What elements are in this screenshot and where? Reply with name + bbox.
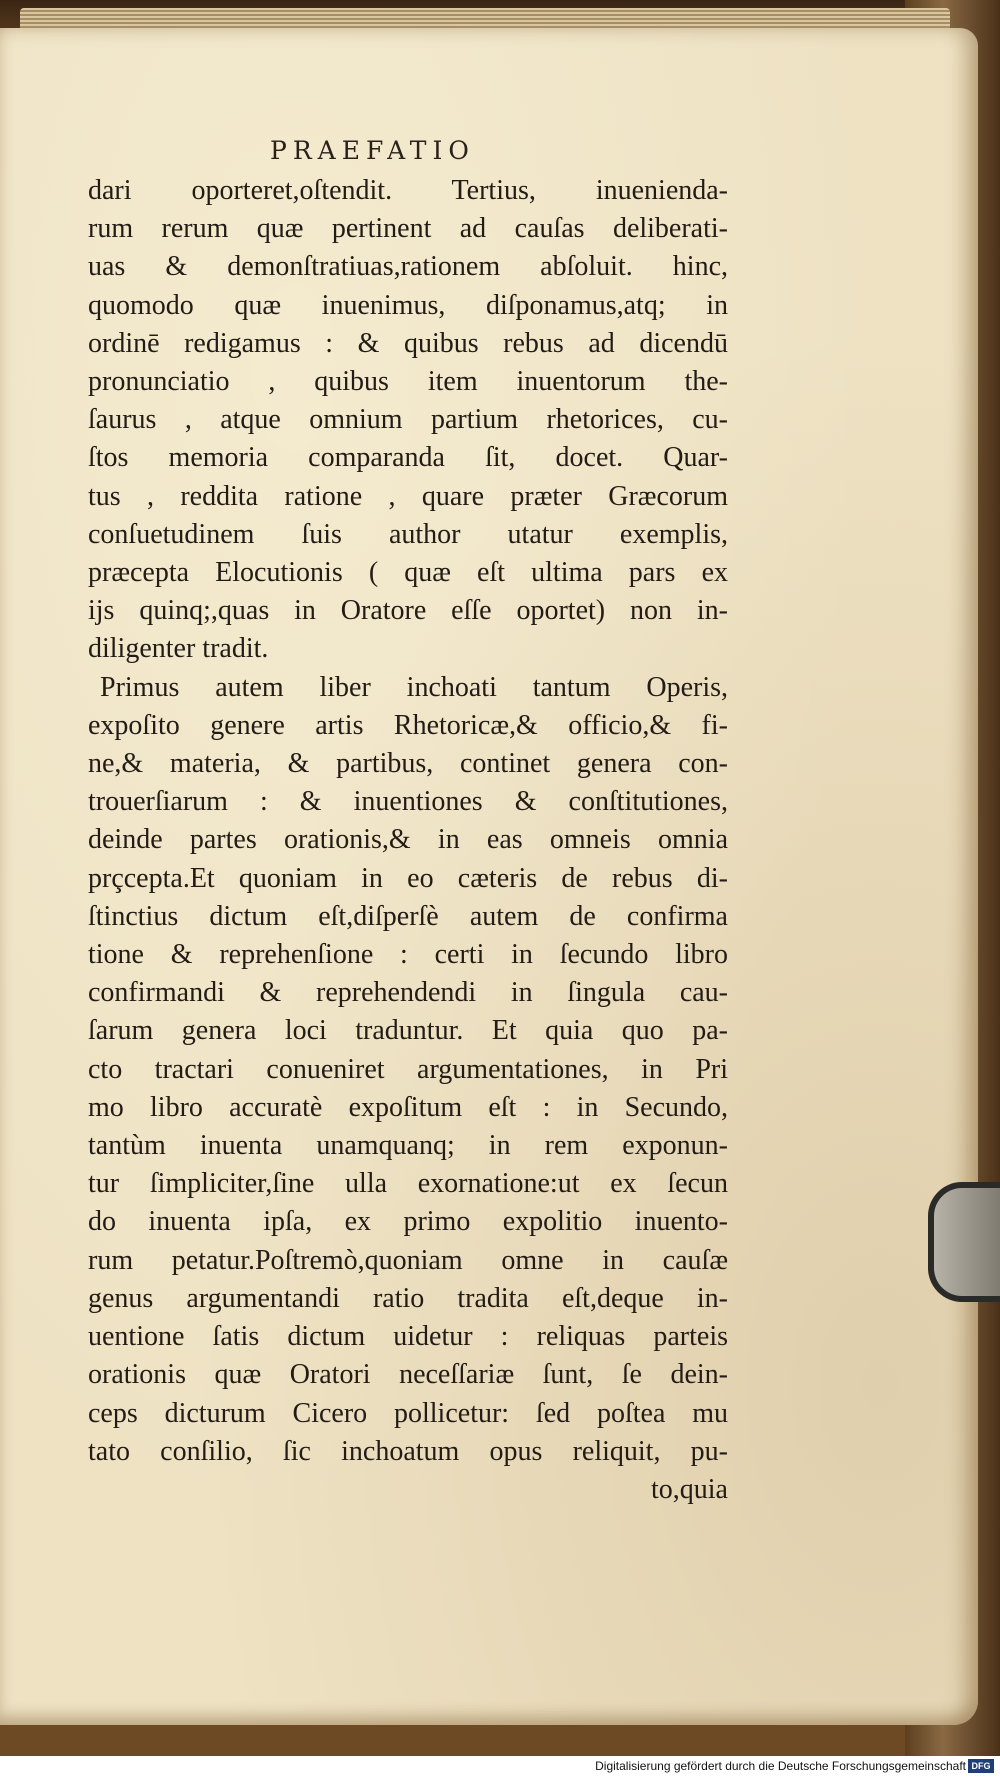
text-line: rum petatur.Poſtremò,quoniam omne in cauſæ — [88, 1244, 728, 1276]
text-line: rum rerum quæ pertinent ad cauſas deliberati- — [88, 213, 728, 245]
text-line: prçcepta.Et quoniam in eo cæteris de rebus di- — [88, 862, 728, 894]
text-line: ordinē redigamus : & quibus rebus ad dicendū — [88, 327, 728, 359]
dfg-logo: DFG — [968, 1759, 994, 1773]
text-line: dari oporteret,oſtendit. Tertius, inuenienda- — [88, 175, 728, 206]
running-head: PRAEFATIO — [270, 136, 475, 165]
text-line: tus , reddita ratione , quare præter Græcorum — [88, 480, 728, 512]
text-line: conſuetudinem ſuis author utatur exemplis, — [88, 518, 728, 550]
text-line: ſaurus , atque omnium partium rhetorices, cu- — [88, 404, 728, 436]
page-clip — [928, 1182, 1000, 1302]
catchword: to,quia — [651, 1473, 728, 1505]
text-line: orationis quæ Oratori neceſſariæ ſunt, ſe dein- — [88, 1359, 728, 1391]
text-line: ceps dicturum Cicero pollicetur: ſed poſtea mu — [88, 1397, 728, 1429]
text-line: tato conſilio, ſic inchoatum opus reliquit, pu- — [88, 1435, 728, 1467]
text-line: tantùm inuenta unamquanq; in rem exponun- — [88, 1130, 728, 1162]
text-line: deinde partes orationis,& in eas omneis omnia — [88, 824, 728, 856]
text-line: tione & reprehenſione : certi in ſecundo libro — [88, 939, 728, 971]
paragraph-start-line: Primus autem liber inchoati tantum Operis, — [100, 671, 728, 703]
text-line: mo libro accuratè expoſitum eſt : in Secundo, — [88, 1091, 728, 1123]
text-line: tur ſimpliciter,ſine ulla exornatione:ut ex ſecun — [88, 1168, 728, 1200]
text-line: ne,& materia, & partibus, continet genera con- — [88, 748, 728, 780]
text-line: genus argumentandi ratio tradita eſt,deque in- — [88, 1282, 728, 1314]
text-line: confirmandi & reprehendendi in ſingula cau- — [88, 977, 728, 1009]
text-line: ſarum genera loci traduntur. Et quia quo pa- — [88, 1015, 728, 1047]
text-line: præcepta Elocutionis ( quæ eſt ultima pars ex — [88, 557, 728, 589]
text-line: quomodo quæ inuenimus, diſponamus,atq; in — [88, 289, 728, 321]
text-line: uas & demonſtratiuas,rationem abſoluit. hinc, — [88, 251, 728, 283]
text-line: cto tractari conueniret argumentationes, in Pri — [88, 1053, 728, 1085]
text-line: trouerſiarum : & inuentiones & conſtitutiones, — [88, 786, 728, 818]
text-line: ſtos memoria comparanda ſit, docet. Quar- — [88, 442, 728, 474]
text-line: diligenter tradit. — [88, 633, 269, 665]
text-line: ijs quinq;,quas in Oratore eſſe oportet) non in- — [88, 595, 728, 627]
text-line: pronunciatio , quibus item inuentorum the- — [88, 366, 728, 398]
text-line: expoſito genere artis Rhetoricæ,& officio,& fi- — [88, 709, 728, 741]
text-line: do inuenta ipſa, ex primo expolitio inuento- — [88, 1206, 728, 1238]
text-block — [88, 172, 728, 1509]
digitization-credit: Digitalisierung gefördert durch die Deutsche Forschungsgemeinschaft — [595, 1759, 966, 1773]
text-line: ſtinctius dictum eſt,diſperſè autem de confirma — [88, 900, 728, 932]
text-line: uentione ſatis dictum uidetur : reliquas parteis — [88, 1321, 728, 1353]
